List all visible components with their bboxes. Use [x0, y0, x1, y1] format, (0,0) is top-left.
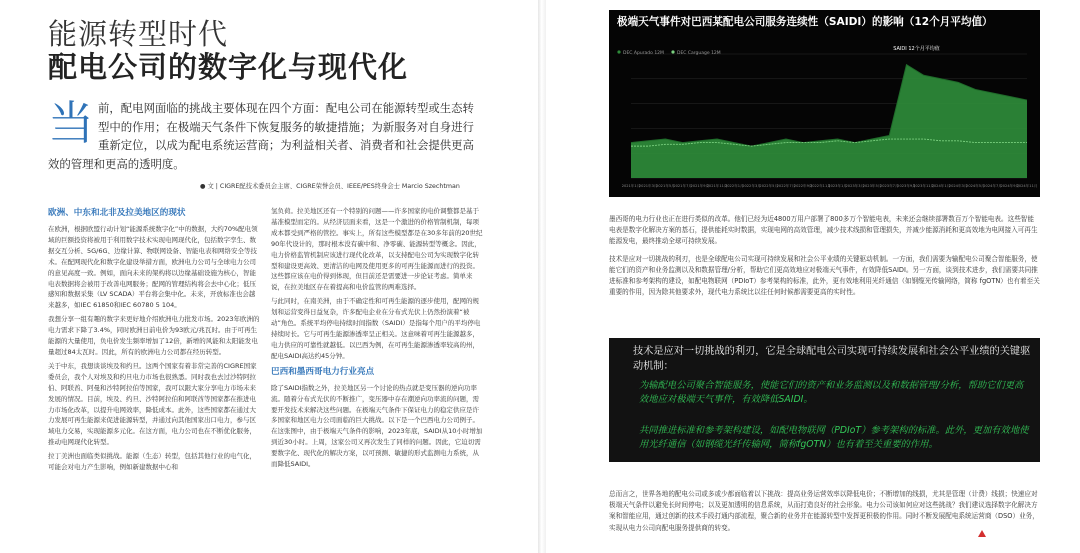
- legend-label: DEC Carguage 12M: [677, 51, 721, 56]
- x-tick-label: 2022年7月: [776, 184, 796, 188]
- x-tick-label: 2021年11月: [706, 184, 728, 188]
- x-tick-label: 2024年7月: [983, 184, 1002, 188]
- x-tick-label: 2021年3月: [638, 184, 658, 188]
- x-tick-label: 2023年3月: [845, 184, 865, 188]
- body-paragraph: 在欧洲，根据欧盟行动计划“能源系统数字化”中的数据，大约70%配电领域的巨额投资将被用于利用数字技术实现电网现代化，包括数字孪生、数据交互分析、5G/6G、边缘计算、物联网设备、智能电表和网络安全等技术。在配网现代化和数字化建设举措方面，欧洲电力公司与全球电力公司的意见高度一致。例如，面向未来的架构将以边缘基础设施为核心，智能电表数据将会被用于改善电网服务；配网的管理结构将会去中心化；低压感知和数据采集（LV SCADA）平台将会集中化。未来，开放标准也会越来越多，如IEC 61850和IEC 60780 5 104。: [48, 225, 258, 310]
- body-paragraph: 与此同时，在南美洲，由于不确定性和可再生能源的逐步使用，配网的规划和运营变得日益复杂，许多配电企业在分布式光伏上仍然扮演着“被动”角色。系统平均停电持续时间指数（SAIDI）是指每个用户的平均停电持续时长。它与可再生能源渗透率呈正相关。这意味着可再生能源越多，电力供应的可靠性就越低。以巴西为例，在可再生能源渗透率较高的州，配电SAIDI高达约45分钟。: [271, 297, 481, 360]
- callout-heading: 技术是应对一切挑战的利刃，它是全球配电公司实现可持续发展和社会公平业绩的关键驱动机制：: [633, 346, 1031, 372]
- series-area-dec-apurado: [631, 65, 1027, 178]
- body-paragraph: 除了SAIDI指数之外，拉美地区另一个讨论的热点就是变压器的逆向功率流。随着分布式光伏的不断推广，变压器中存在潮逆向功率流的问题，需要开发技术来解决这些问题。在极端天气条件下保证电力的稳定供应是许多国家和地区电力公司面临的巨大挑战。以下是一个巴西电力公司例子。在这张图中，由于极端天气条件的影响，2023年底，SAIDI从10小时增加到近30小时。上周，这家公司又再次发生了同样的问题。因此，它迫切需要数字化、现代化的解决方案，以可预测、敏捷的形式监测电力系统，从而降低SAIDI。: [271, 383, 483, 469]
- callout-point-1: 为输配电公司聚合智能服务，使能它们的资产和业务监测以及和数据管理/分析，帮助它们更高效地应对极端天气事件，有效降低SAIDI。: [639, 380, 1024, 405]
- section-heading: 欧洲、中东和北非及拉美地区的现状: [48, 208, 186, 218]
- saidi-chart: [609, 10, 1040, 197]
- left-column-2: [271, 206, 485, 473]
- left-column-1: [48, 206, 260, 476]
- chart-annotation: SAIDI 12个月平均值: [893, 46, 940, 52]
- callout-point-2: 共同推进标准和参考架构建设，如配电物联网（PDIoT）参考架构的标准。此外，更加有效地使用光纤通信（如钢缆光纤传输网，简称fgOTN）也有着至关重要的作用。: [639, 425, 1029, 450]
- x-tick-label: 2021年1月: [621, 184, 641, 188]
- article-title-line1: 能源转型时代: [48, 17, 229, 51]
- lead-line: 前，配电网面临的挑战主要体现在四个方面：配电公司在能源转型或生态转: [98, 101, 474, 115]
- right-body-bottom: [609, 489, 1040, 540]
- x-tick-label: 2021年5月: [656, 184, 675, 188]
- left-page: [0, 0, 538, 553]
- x-tick-label: 2024年9月: [1000, 184, 1020, 188]
- byline: ● 文 | CIGRE配技术委员会主席、CIGRE荣誉会员、IEEE/PES终身会士 Marcio Szechtman: [200, 183, 460, 190]
- x-tick-label: 2024年5月: [966, 184, 985, 188]
- lead-line: 效的管理和更高的透明度。: [48, 156, 185, 171]
- body-paragraph: 关于中东，我想谈谈埃及和约旦。这两个国家有着非常完善的CIGRE国家委员会，我个人对埃及和约旦电力市场也很熟悉。同时我也去过沙特阿拉伯、阿联酋、阿曼和沙特阿拉伯等国家，我可以跟大家分享电力市场未来发展的情况。目前，埃及、约旦、沙特阿拉伯和阿联酋等国家都在推进电力市场化改革，以提升电网效率，降低成本。此外，这些国家都在通过大力发展可再生能源来促进能源转型，并通过向其他国家出口电力，参与区域电力交易，实现能源多元化。在这方面，电力公司也在不断优化服务，推动电网现代化转型。: [48, 361, 257, 447]
- x-tick-label: 2021年7月: [673, 184, 692, 188]
- legend-marker: [617, 50, 620, 53]
- x-tick-label: 2023年1月: [828, 184, 847, 188]
- x-tick-label: 2022年11月: [809, 184, 831, 188]
- x-tick-label: 2023年7月: [879, 184, 899, 188]
- right-body-top: [609, 214, 1040, 304]
- x-tick-label: 2024年1月: [931, 184, 951, 188]
- chart-title: 极端天气事件对巴西某配电公司服务连续性（SAIDI）的影响（12个月平均值）: [617, 16, 993, 28]
- x-tick-label: 2022年5月: [759, 184, 779, 188]
- x-tick-label: 2022年3月: [742, 184, 761, 188]
- right-page: [546, 0, 1080, 553]
- x-tick-label: 2023年5月: [862, 184, 882, 188]
- chart-svg: [609, 10, 1040, 197]
- body-paragraph: 墨西哥的电力行业也正在进行类似的改革。他们已经为近4800万用户部署了800多万个智能电表，未来还会继续部署数百万个智能电表。这些智能电表是数字化解决方案的基石，提供能耗实时数据，实现电网的高效管理，减少技术线损和管理损失，并减少能源消耗和更高效地为电网接入可再生能源发电，最终推动全球可持续发展。: [609, 215, 1038, 246]
- x-tick-label: 2022年1月: [724, 184, 744, 188]
- lead-paragraph: [48, 96, 488, 173]
- x-tick-label: 2022年9月: [793, 184, 813, 188]
- section-heading: 巴西和墨西哥电力行业亮点: [271, 366, 375, 377]
- body-paragraph: 总而言之，世界各地的配电公司或多或少都面临着以下挑战：提高业务运营效率以降低电价；不断增加的线损，尤其是管理（计费）线损；快速应对极端天气条件以避免长时间停电；以及更加透明的信息系统，从而打造良好的社会形象。电力公司该如何应对这些挑战？我们建议选择数字化解决方案和智能应用，通过创新的技术手段打通内部流程，聚合新的业务并在能源转型中发挥更积极的作用。同时不断发展配电系统运营商（DSO）业务，实现从电力公司向配电服务提供商的转变。: [609, 490, 1039, 532]
- x-tick-label: 2024年3月: [948, 184, 968, 188]
- callout-box: [609, 338, 1040, 462]
- body-paragraph: 氢负荷。拉美地区还有一个特别的问题——许多国家的电价调整都是基于基准模型而定的。从经济层面来看，这是一个激进的价格管制机制，每项成本都受到严格的管控。事实上，所有这些模型都是在30多年前的20世纪90年代设计的，那时根本没有碳中和、净零碳、能源转型等概念。因此，电力价格监管机制应该进行现代化改革，以支持配电公司为实现数字化转型和建设更高效、更清洁的电网及使用更多的可再生能源而进行的投资。这些都应该在电价得到体现，但目前还是需要进一步论证考虑。简单来说，在拉美地区存在着提高和电价监管的两难选择。: [271, 207, 483, 292]
- x-tick-label: 2023年9月: [897, 184, 916, 188]
- legend-label: DEC Apurado 12M: [623, 51, 664, 56]
- article-title-line2: 配电公司的数字化与现代化: [48, 50, 409, 84]
- page-gutter: [538, 0, 546, 553]
- x-tick-label: 2024年11月: [1016, 184, 1038, 188]
- legend-marker: [671, 50, 674, 53]
- lead-line: 重新定位，以成为配电系统运营商；为利益相关者、消费者和社会提供更高: [98, 138, 474, 153]
- drop-cap: 当: [48, 96, 94, 150]
- body-paragraph: 拉丁美洲也面临类似挑战。能源（生态）转型，包括其他行业的电气化，可能会对电力产生影响，例如新建数据中心和: [48, 452, 256, 472]
- body-paragraph: 技术是应对一切挑战的利刃，也是全球配电公司实现可持续发展和社会公平业绩的关键驱动机制。一方面，我们需要为输配电公司聚合智能服务，使能它们的资产和业务监测以及和数据管理/分析，帮助它们更高效地应对极端天气事件，有效降低SAIDI。另一方面，谈到技术进步，我们需要共同推进标准和参考架构的建设，如配电物联网（PDIoT）参考架构的标准，此外，更有效地利用光纤通信（如钢缆光传输网络，简称 fgOTN）也有着至关重要的作用，因为除其他要求外，现代电力系统比以往任何时候都需要更高的实时性。: [609, 254, 1040, 297]
- x-tick-label: 2021年9月: [690, 184, 710, 188]
- end-mark-icon: [978, 530, 986, 537]
- body-paragraph: 我想分享一组有趣的数字来更好地介绍欧洲电力批发市场。2023年欧洲的电力需求下降了3.4%，同时欧洲日前电价为93欧元/兆瓦时。由于可再生能源的大量使用，负电价发生频率增加了12倍，新增的风能和太阳能发电量超过84太瓦时。因此，所有的欧洲电力公司都在经历转型。: [48, 315, 260, 356]
- lead-line: 型中的作用；在极端天气条件下恢复服务的敏捷措施；为新服务对自身进行: [98, 119, 474, 134]
- x-tick-label: 2023年11月: [913, 184, 935, 188]
